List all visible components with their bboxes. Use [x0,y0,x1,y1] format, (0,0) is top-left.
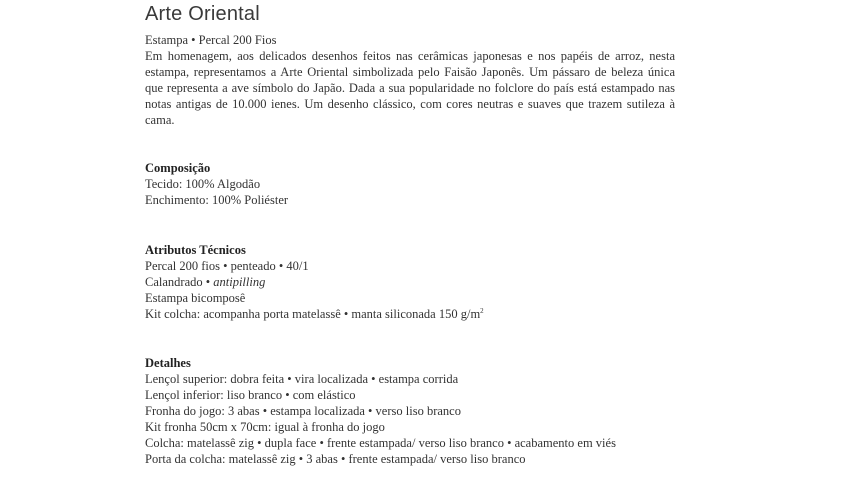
product-title: Arte Oriental [145,3,260,25]
detail-item: Fronha do jogo: 3 abas • estampa localizada • verso liso branco [145,404,461,418]
attribute-line [145,306,675,322]
attribute-text: Kit colcha: acompanha porta matelassê • manta siliconada 150 g/m [145,307,481,321]
detail-item: Colcha: matelassê zig • dupla face • frente estampada/ verso liso branco • acabamento em viés [145,436,616,450]
attribute-text: Calandrado • [145,275,214,289]
technical-attributes-heading: Atributos Técnicos [145,243,246,257]
attribute-line [145,274,675,290]
superscript: 2 [480,306,484,315]
composition-item: Enchimento: 100% Poliéster [145,193,289,207]
attribute-line: Percal 200 fios • penteado • 40/1 [145,259,309,273]
attribute-italic-text: antipilling [213,275,266,289]
detail-item: Kit fronha 50cm x 70cm: igual à fronha do jogo [145,420,385,434]
technical-attributes-section [145,242,675,322]
composition-item: Tecido: 100% Algodão [145,177,261,191]
detail-item: Lençol superior: dobra feita • vira localizada • estampa corrida [145,372,459,386]
product-description-text: Em homenagem, aos delicados desenhos feitos nas cerâmicas japonesas e nos papéis de arroz, nesta estampa, representamos a Arte Oriental simbolizada pelo Faisão Japonês. Um pássaro de beleza única que representa a ave símbolo do Japão. Dada a sua popularidade no folclore do país está estampado nas notas antigas de 10.000 ienes. Um desenho clássico, com cores neutras e suaves que trazem sutileza à cama. [145,49,675,127]
product-subtitle: Estampa • Percal 200 Fios [145,33,277,47]
detail-item: Porta da colcha: matelassê zig • 3 abas • frente estampada/ verso liso branco [145,452,526,466]
details-heading: Detalhes [145,356,191,370]
composition-heading: Composição [145,161,211,175]
detail-item: Lençol inferior: liso branco • com elástico [145,388,356,402]
details-section [145,355,675,467]
composition-section [145,160,675,208]
product-description [145,0,675,467]
attribute-line: Estampa bicomposê [145,291,246,305]
